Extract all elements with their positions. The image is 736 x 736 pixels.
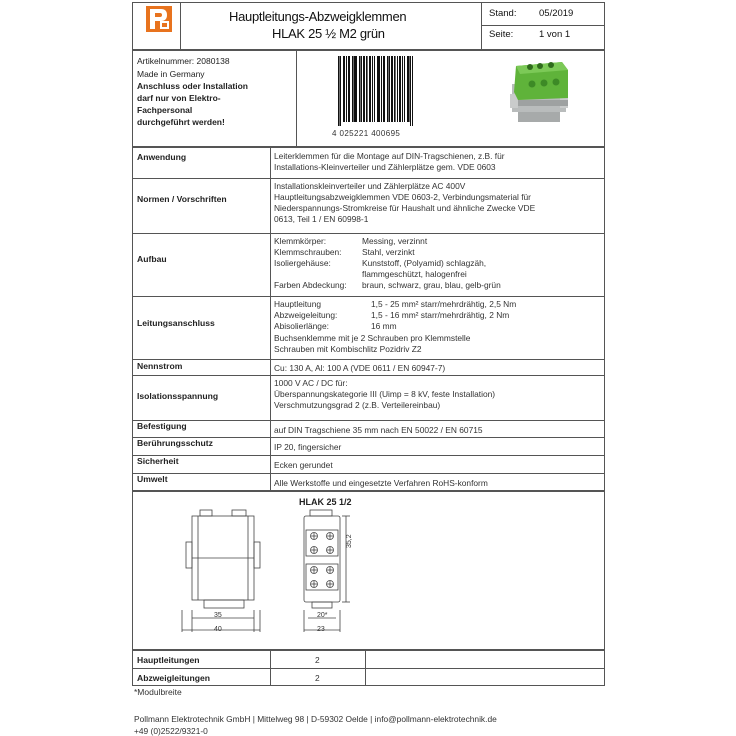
leitung-key-2: Abzweigeleitung:: [274, 310, 338, 320]
article-number: Artikelnummer: 2080138: [137, 56, 230, 66]
row-line-4: [132, 359, 605, 360]
aufbau-val-2: Stahl, verzinkt: [362, 247, 415, 257]
label-aufbau: Aufbau: [137, 254, 167, 264]
aufbau-key-2: Klemmschrauben:: [274, 247, 342, 257]
label-isolation: Isolationsspannung: [137, 391, 219, 401]
header-divider-left: [180, 2, 181, 50]
drawing-title: HLAK 25 1/2: [299, 497, 352, 507]
label-befestigung: Befestigung: [137, 421, 187, 431]
aufbau-key-1: Klemmkörper:: [274, 236, 327, 246]
label-normen: Normen / Vorschriften: [137, 194, 227, 204]
aufbau-val-4: flammgeschützt, halogenfrei: [362, 269, 467, 279]
row-line-2: [132, 233, 605, 234]
value-abzweigleitungen: 2: [315, 673, 320, 683]
seite-label: Seite:: [489, 29, 514, 40]
value-isolation-2: Überspannungskategorie III (Uimp = 8 kV, feste Installation): [274, 389, 496, 399]
label-sicherheit: Sicherheit: [137, 456, 179, 466]
label-umwelt: Umwelt: [137, 474, 168, 484]
value-umwelt: Alle Werkstoffe und eingesetzte Verfahren RoHS-konform: [274, 478, 488, 488]
dim-23: 23: [317, 626, 325, 633]
leitung-extra-2: Schrauben mit Kombischlitz Pozidriv Z2: [274, 344, 422, 354]
made-in: Made in Germany: [137, 69, 205, 79]
leitung-extra-1: Buchsenklemme mit je 2 Schrauben pro Klemmstelle: [274, 333, 471, 343]
warning-line-4: durchgeführt werden!: [137, 117, 225, 127]
footer-address: Pollmann Elektrotechnik GmbH | Mittelweg 98 | D-59302 Oelde | info@pollmann-elektrotechnik.de: [134, 714, 497, 724]
value-nennstrom: Cu: 130 A, Al: 100 A (VDE 0611 / EN 60947-7): [274, 363, 446, 373]
label-leitungsanschluss: Leitungsanschluss: [137, 318, 215, 328]
info-divider: [296, 50, 297, 147]
leitung-key-1: Hauptleitung: [274, 299, 322, 309]
dim-40: 40: [214, 626, 222, 633]
value-hauptleitungen: 2: [315, 655, 320, 665]
counts-divider-2: [365, 650, 366, 686]
dim-35: 35: [214, 612, 222, 619]
counts-row-line: [132, 668, 605, 669]
aufbau-val-1: Messing, verzinnt: [362, 236, 428, 246]
barcode: [336, 54, 416, 128]
stand-value: 05/2019: [539, 8, 574, 19]
row-line-6: [132, 420, 605, 421]
seite-value: 1 von 1: [539, 29, 571, 40]
header-divider-mid: [481, 25, 605, 26]
row-line-8: [132, 455, 605, 456]
value-isolation-3: Verschmutzungsgrad 2 (z.B. Verteilereinbau): [274, 400, 441, 410]
value-befestigung: auf DIN Tragschiene 35 mm nach EN 50022 / EN 60715: [274, 425, 483, 435]
footnote: *Modulbreite: [134, 687, 182, 697]
row-line-1: [132, 178, 605, 179]
label-hauptleitungen: Hauptleitungen: [137, 655, 200, 665]
company-logo: [146, 6, 172, 32]
label-abzweigleitungen: Abzweigleitungen: [137, 673, 211, 683]
document-title-line2: HLAK 25 ½ M2 grün: [272, 26, 385, 41]
product-image: [508, 54, 572, 126]
aufbau-key-5: Farben Abdeckung:: [274, 280, 347, 290]
warning-line-1: Anschluss oder Installation: [137, 81, 248, 91]
counts-divider-1: [270, 650, 271, 686]
dim-height: 35,2: [346, 534, 353, 548]
warning-line-2: darf nur von Elektro-: [137, 93, 221, 103]
value-anwendung-2: Installations-Kleinverteiler und Zählerplätze gem. VDE 0603: [274, 162, 496, 172]
value-normen-3: Niederspannungs-Stromkreise für Haushalt und ähnliche Zwecke VDE: [274, 203, 536, 213]
value-normen-4: 0613, Teil 1 / EN 60998-1: [274, 214, 369, 224]
value-normen-2: Hauptleitungsabzweigklemmen VDE 0603-2, Verbindungsmaterial für: [274, 192, 531, 202]
dim-20: 20*: [317, 612, 328, 619]
aufbau-val-5: braun, schwarz, grau, blau, gelb-grün: [362, 280, 501, 290]
leitung-val-3: 16 mm: [371, 321, 397, 331]
barcode-number: 4 025221 400695: [332, 129, 401, 138]
document-title-line1: Hauptleitungs-Abzweigklemmen: [229, 9, 407, 24]
row-line-5: [132, 375, 605, 376]
label-anwendung: Anwendung: [137, 152, 187, 162]
label-beruehrungsschutz: Berührungsschutz: [137, 438, 213, 448]
aufbau-val-3: Kunststoff, (Polyamid) schlagzäh,: [362, 258, 487, 268]
spec-column-divider: [270, 147, 271, 491]
row-line-9: [132, 473, 605, 474]
stand-label: Stand:: [489, 8, 517, 19]
warning-line-3: Fachpersonal: [137, 105, 193, 115]
leitung-key-3: Abisolierlänge:: [274, 321, 329, 331]
value-anwendung-1: Leiterklemmen für die Montage auf DIN-Tragschienen, z.B. für: [274, 151, 505, 161]
leitung-val-1: 1,5 - 25 mm² starr/mehrdrähtig, 2,5 Nm: [371, 299, 517, 309]
value-beruehrungsschutz: IP 20, fingersicher: [274, 442, 342, 452]
leitung-val-2: 1,5 - 16 mm² starr/mehrdrähtig, 2 Nm: [371, 310, 510, 320]
side-view-drawing: [180, 506, 280, 638]
footer-phone: +49 (0)2522/9321-0: [134, 726, 208, 736]
label-nennstrom: Nennstrom: [137, 361, 183, 371]
value-isolation-1: 1000 V AC / DC für:: [274, 378, 348, 388]
row-line-3: [132, 296, 605, 297]
value-sicherheit: Ecken gerundet: [274, 460, 333, 470]
aufbau-key-3: Isoliergehäuse:: [274, 258, 331, 268]
value-normen-1: Installationskleinverteiler und Zählerplätze AC 400V: [274, 181, 466, 191]
header-divider-right: [481, 2, 482, 50]
